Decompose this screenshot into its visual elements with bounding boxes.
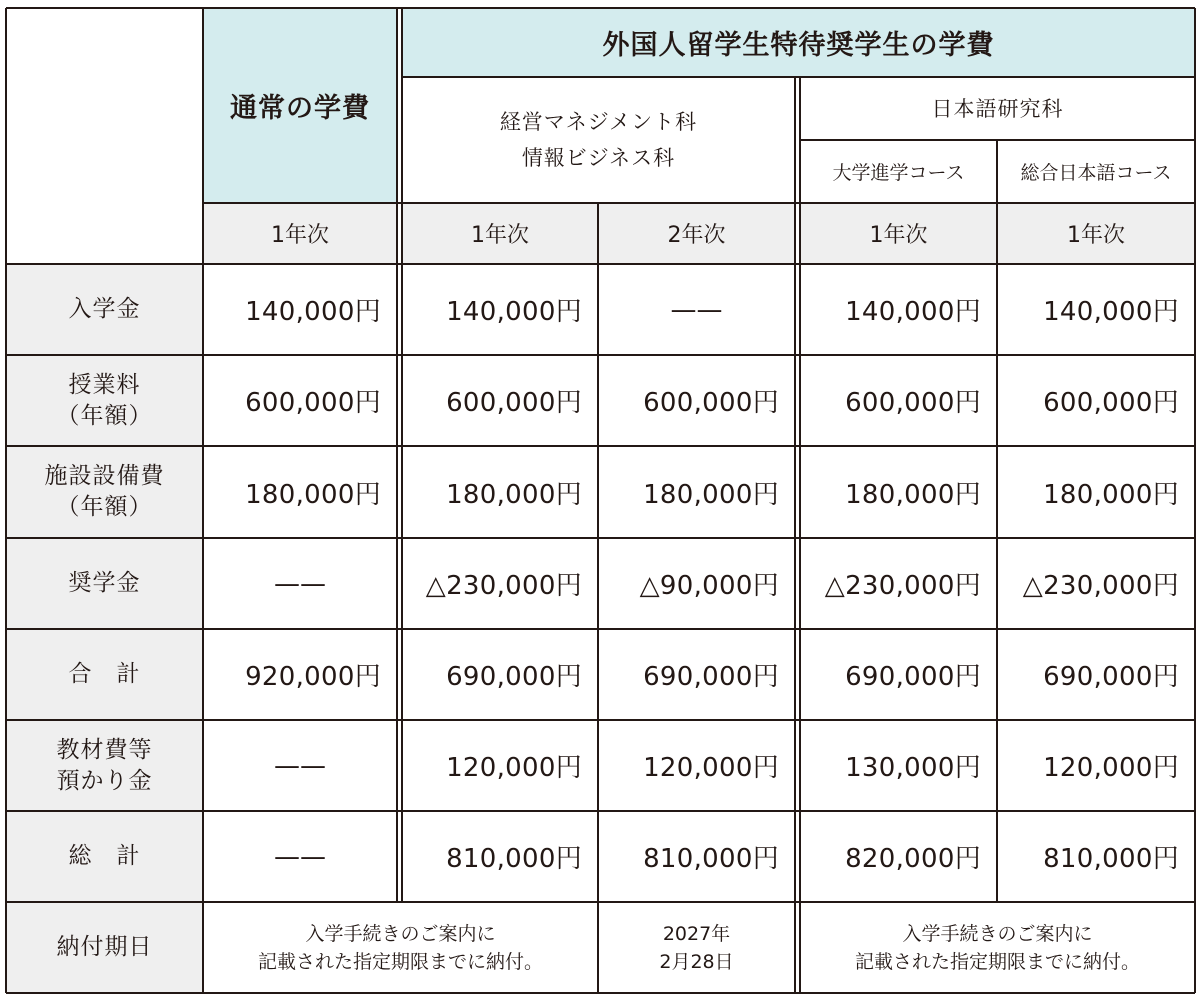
- year-label: 1年次: [471, 223, 529, 248]
- row-label-text-line: 教材費等: [56, 736, 153, 763]
- fee-value-text: 180,000円: [245, 479, 381, 510]
- fee-value-text: 920,000円: [245, 662, 381, 692]
- fee-value-text: 140,000円: [1043, 297, 1179, 327]
- row-label-text-line: （年額）: [56, 402, 153, 429]
- table-rule: [401, 8, 403, 902]
- table-rule: [6, 445, 1195, 447]
- table-rule: [6, 719, 1195, 721]
- fee-value-text: 130,000円: [845, 753, 981, 783]
- fee-value-text: 600,000円: [845, 388, 981, 418]
- row-label-text-line: 預かり金: [56, 767, 153, 794]
- fee-value-text: △90,000円: [639, 571, 779, 601]
- fee-value-text: 600,000円: [643, 388, 779, 418]
- row-label: [6, 355, 203, 446]
- fee-value-text: △230,000円: [1022, 571, 1179, 601]
- deadline-date-line: 2月28日: [659, 950, 734, 973]
- fee-value: [203, 538, 397, 629]
- fee-value: [598, 811, 795, 902]
- fee-value-text: 140,000円: [446, 297, 582, 327]
- fee-value-text: 180,000円: [446, 479, 582, 510]
- fee-value: [203, 629, 397, 720]
- row-label: [6, 538, 203, 629]
- fee-value: [598, 720, 795, 811]
- year-header-reg_y1: [203, 203, 397, 264]
- year-label: 2年次: [667, 223, 726, 248]
- fee-value-text: 600,000円: [245, 388, 381, 418]
- regular-fee-title: 通常の学費: [230, 93, 370, 124]
- fee-value: [800, 355, 997, 446]
- fee-value: [402, 538, 598, 629]
- row-label-text-line: 合 計: [68, 661, 141, 687]
- row-label-text: [45, 461, 165, 523]
- row-label-text: [69, 841, 141, 872]
- table-rule: [794, 77, 796, 993]
- table-rule: [6, 7, 1195, 9]
- row-label: [6, 720, 203, 811]
- scholarship-fee-title: 外国人留学生特待奨学生の学費: [602, 30, 995, 61]
- corner-cell: [6, 8, 203, 264]
- business-dept-name-line: 経営マネジメント科: [499, 110, 698, 134]
- fee-value: [800, 264, 997, 355]
- row-label-text-line: 入学金: [68, 296, 141, 322]
- table-rule: [202, 8, 204, 993]
- fee-value-text: 180,000円: [643, 479, 779, 510]
- deadline-date-line: 2027年: [662, 922, 731, 945]
- regular-fee-header: [203, 8, 397, 203]
- fee-value: [997, 538, 1195, 629]
- row-label-text: [57, 735, 153, 797]
- fee-value-text: △230,000円: [425, 571, 582, 601]
- table-rule: [799, 77, 801, 993]
- fee-value: [598, 264, 795, 355]
- fee-value: [800, 811, 997, 902]
- fee-value-text: 180,000円: [1043, 479, 1179, 510]
- fee-value: [402, 355, 598, 446]
- fee-value-text: 690,000円: [643, 662, 779, 692]
- fee-value: [598, 538, 795, 629]
- table-rule: [597, 203, 599, 993]
- fee-value: [598, 629, 795, 720]
- row-label-text-line: 奨学金: [68, 570, 141, 596]
- year-header-univ_y1: [800, 203, 997, 264]
- deadline-japanese: [800, 902, 1195, 993]
- year-header-biz_y1: [402, 203, 598, 264]
- fee-value-text: 600,000円: [446, 388, 582, 418]
- row-label-text: [57, 370, 153, 432]
- table-rule: [1194, 8, 1196, 993]
- fee-value: [402, 264, 598, 355]
- deadline-label-cell: [6, 902, 203, 993]
- fee-value-text: ——: [274, 841, 326, 872]
- row-label: [6, 446, 203, 538]
- fee-value: [203, 355, 397, 446]
- table-rule: [396, 8, 398, 902]
- fee-value-text: ——: [670, 294, 723, 325]
- fee-value-text: 600,000円: [1043, 388, 1179, 418]
- fee-value-text: ——: [274, 568, 326, 599]
- year-header-gen_y1: [997, 203, 1195, 264]
- row-label: [6, 629, 203, 720]
- fee-value-text: ——: [274, 750, 326, 781]
- table-rule: [203, 202, 1195, 204]
- univ-course-header: [800, 140, 997, 203]
- fee-value: [402, 720, 598, 811]
- fee-value-text: 140,000円: [845, 297, 981, 327]
- business-dept-name: [500, 104, 697, 176]
- fee-value: [800, 446, 997, 538]
- fee-value: [997, 629, 1195, 720]
- fee-value-text: 690,000円: [845, 662, 981, 692]
- row-label-text-line: 授業料: [68, 371, 141, 398]
- row-label-text-line: （年額）: [56, 494, 153, 520]
- fee-value: [402, 629, 598, 720]
- row-label: [6, 811, 203, 902]
- fee-value: [402, 446, 598, 538]
- fee-value-text: △230,000円: [824, 571, 981, 601]
- year-header-biz_y2: [598, 203, 795, 264]
- fee-value: [800, 720, 997, 811]
- deadline-note: [258, 920, 543, 976]
- table-rule: [6, 992, 1195, 994]
- row-label-text: [69, 294, 141, 325]
- scholarship-fee-header: [402, 8, 1195, 77]
- fee-value-text: 120,000円: [643, 753, 779, 783]
- row-label: [6, 264, 203, 355]
- fee-value-text: 690,000円: [1043, 662, 1179, 692]
- fee-value: [997, 355, 1195, 446]
- fee-value: [402, 811, 598, 902]
- business-dept-name-line: 情報ビジネス科: [521, 146, 676, 170]
- japanese-dept-header: [800, 77, 1195, 140]
- table-rule: [6, 354, 1195, 356]
- year-label: 1年次: [271, 223, 329, 248]
- table-rule: [5, 8, 7, 993]
- fee-value: [997, 811, 1195, 902]
- year-label: 1年次: [869, 223, 928, 248]
- table-rule: [6, 810, 1195, 812]
- deadline-note-line: 記載された指定期限までに納付。: [854, 950, 1140, 973]
- fee-value-text: 120,000円: [446, 753, 582, 783]
- fee-value-text: 180,000円: [845, 479, 981, 510]
- fee-value-text: 810,000円: [1043, 844, 1179, 874]
- fee-value: [997, 720, 1195, 811]
- fee-value-text: 810,000円: [643, 844, 779, 874]
- fee-value: [997, 264, 1195, 355]
- univ-course-name: 大学進学コース: [832, 162, 965, 184]
- table-rule: [6, 537, 1195, 539]
- table-rule: [6, 901, 1195, 903]
- deadline-business-y2: [598, 902, 795, 993]
- year-label: 1年次: [1067, 223, 1125, 248]
- fee-value-text: 690,000円: [446, 662, 582, 692]
- row-label-text-line: 総 計: [68, 843, 141, 869]
- fee-value-text: 810,000円: [446, 844, 582, 874]
- deadline-regular-business: [203, 902, 598, 993]
- row-label-text: [69, 659, 141, 690]
- table-rule: [996, 140, 998, 902]
- fee-value-text: 140,000円: [245, 297, 381, 327]
- deadline-note-line: 入学手続きのご案内に: [902, 922, 1093, 945]
- general-course-header: [997, 140, 1195, 203]
- table-rule: [6, 263, 1195, 265]
- row-label-text-line: 施設設備費: [44, 463, 165, 489]
- fee-value: [598, 446, 795, 538]
- deadline-label: 納付期日: [56, 934, 153, 960]
- deadline-note-line: 入学手続きのご案内に: [305, 922, 496, 945]
- fee-value: [800, 538, 997, 629]
- fee-value-text: 820,000円: [845, 844, 981, 874]
- row-label-text: [69, 568, 141, 599]
- general-course-name: 総合日本語コース: [1020, 162, 1172, 184]
- fee-value: [598, 355, 795, 446]
- fee-value: [203, 446, 397, 538]
- table-rule: [6, 628, 1195, 630]
- deadline-note-line: 記載された指定期限までに納付。: [257, 950, 543, 973]
- fee-value: [203, 720, 397, 811]
- fee-value: [203, 264, 397, 355]
- fee-value-text: 120,000円: [1043, 753, 1179, 783]
- deadline-note: [855, 920, 1140, 976]
- business-dept-header: [402, 77, 795, 203]
- fee-value: [203, 811, 397, 902]
- deadline-date: [659, 920, 733, 976]
- fee-value: [997, 446, 1195, 538]
- fee-value: [800, 629, 997, 720]
- japanese-dept-name: 日本語研究科: [931, 96, 1064, 121]
